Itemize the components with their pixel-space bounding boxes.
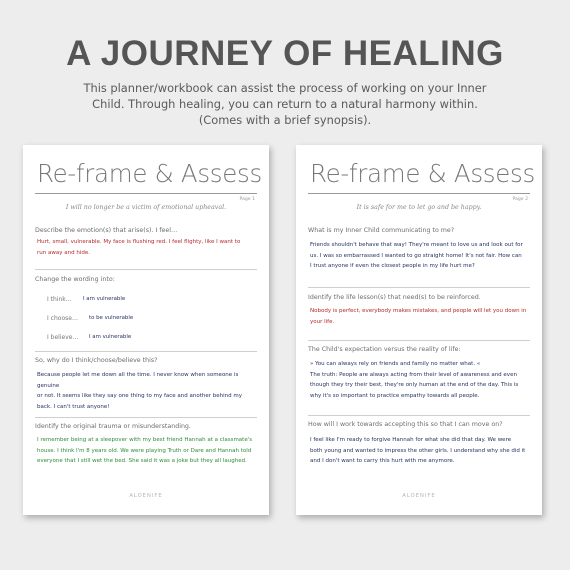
answer-trauma [37, 435, 261, 467]
question-life-lesson: Identify the life lesson(s) that need(s) to be reinforced. [308, 294, 481, 301]
subtitle-line: (Comes with a brief synopsis). [198, 113, 372, 127]
answer-line: I feel like I'm ready to forgive Hannah for what she did that day. We were [310, 437, 512, 443]
hero-subtitle [40, 80, 530, 128]
answer-line: Hurt, small, vulnerable. My face is flushing red. I feel flighty, like I want to [37, 239, 241, 245]
answer-line: I trust anyone if even the closest people in my life hurt me? [310, 263, 475, 269]
answer-line: or not. It seems like they say one thing to my face and another behind my [37, 393, 243, 399]
question-inner-child: What is my Inner Child communicating to me? [308, 227, 455, 234]
answer-life-lesson [310, 306, 534, 327]
divider [308, 287, 530, 288]
divider [35, 351, 257, 352]
reword-value: to be vulnerable [89, 315, 134, 321]
brand-footer: ALOENIFE [129, 493, 163, 499]
answer-inner-child [310, 240, 534, 272]
page-number: Page 1 [239, 197, 255, 202]
divider [35, 417, 257, 418]
answer-line: The truth: People are always acting from their level of awareness and even [310, 371, 517, 378]
divider [35, 269, 257, 270]
answer-line: Friends shouldn't behave that way! They're meant to love us and look out for [310, 242, 523, 248]
reword-prompt: I choose… [47, 315, 78, 322]
divider [308, 340, 530, 341]
workbook-page-2 [296, 145, 542, 515]
workbook-page-1 [23, 145, 269, 515]
answer-why [37, 370, 261, 412]
brand-footer: ALOENIFE [402, 493, 436, 499]
question-rewording: Change the wording into: [35, 276, 115, 283]
answer-line: why it's so important to practice empathy towards all people. [310, 392, 480, 399]
answer-line: » You can always rely on friends and family no matter what. « [310, 361, 481, 367]
reword-value: I am vulnerable [89, 334, 132, 340]
subtitle-line: This planner/workbook can assist the process of working on your Inner [83, 81, 487, 95]
reword-value: I am vulnerable [83, 296, 126, 302]
answer-line: Nobody is perfect, everybody makes mistakes, and people will let you down in [310, 308, 527, 314]
answer-line: both young and wanted to impress the other girls. I understand why she did it [310, 447, 526, 454]
question-acceptance: How will I work towards accepting this so that I can move on? [308, 421, 503, 428]
reword-prompt: I think… [47, 296, 72, 303]
answer-line: your life. [310, 318, 335, 325]
answer-line: though they try their best, they're only human at the end of the day. This is [310, 382, 519, 388]
answer-line: back. I can't trust anyone! [37, 403, 110, 410]
question-trauma: Identify the original trauma or misunderstanding. [35, 423, 191, 430]
answer-line: everyone that I still wet the bed. She said it was a joke but they all laughed. [37, 458, 247, 464]
answer-line: us. I was so embarrassed I wanted to go straight home! It's not fair. How can [310, 252, 522, 259]
question-why: So, why do I think/choose/believe this? [35, 357, 158, 364]
reword-prompt: I believe… [47, 334, 79, 341]
title-rule [308, 193, 530, 194]
answer-line: I remember being at a sleepover with my best friend Hannah at a classmate's [37, 437, 253, 443]
affirmation: I will no longer be a victim of emotional upheaval. [65, 204, 227, 211]
answer-line: Because people let me down all the time. I never know when someone is genuine [37, 372, 239, 389]
page-number: Page 2 [512, 197, 528, 202]
answer-line: house. I think I'm 8 years old. We were playing Truth or Dare and Hannah told [37, 447, 252, 454]
page-title: Re-frame & Assess [37, 159, 262, 188]
affirmation: It is safe for me to let go and be happy. [356, 204, 482, 211]
divider [308, 415, 530, 416]
hero-title: A JOURNEY OF HEALING [66, 34, 504, 73]
title-rule [35, 193, 257, 194]
page-title: Re-frame & Assess [310, 159, 535, 188]
answer-expectation [310, 359, 534, 401]
answer-acceptance [310, 435, 534, 467]
question-expectation: The Child's expectation versus the reality of life: [308, 346, 461, 353]
answer-line: run away and hide. [37, 249, 90, 256]
subtitle-line: Child. Through healing, you can return to a natural harmony within. [92, 97, 478, 111]
answer-line: and I don't want to carry this hurt with me anymore. [310, 458, 455, 464]
question-emotions: Describe the emotion(s) that arise(s). I feel… [35, 227, 178, 234]
answer-emotions [37, 237, 261, 258]
